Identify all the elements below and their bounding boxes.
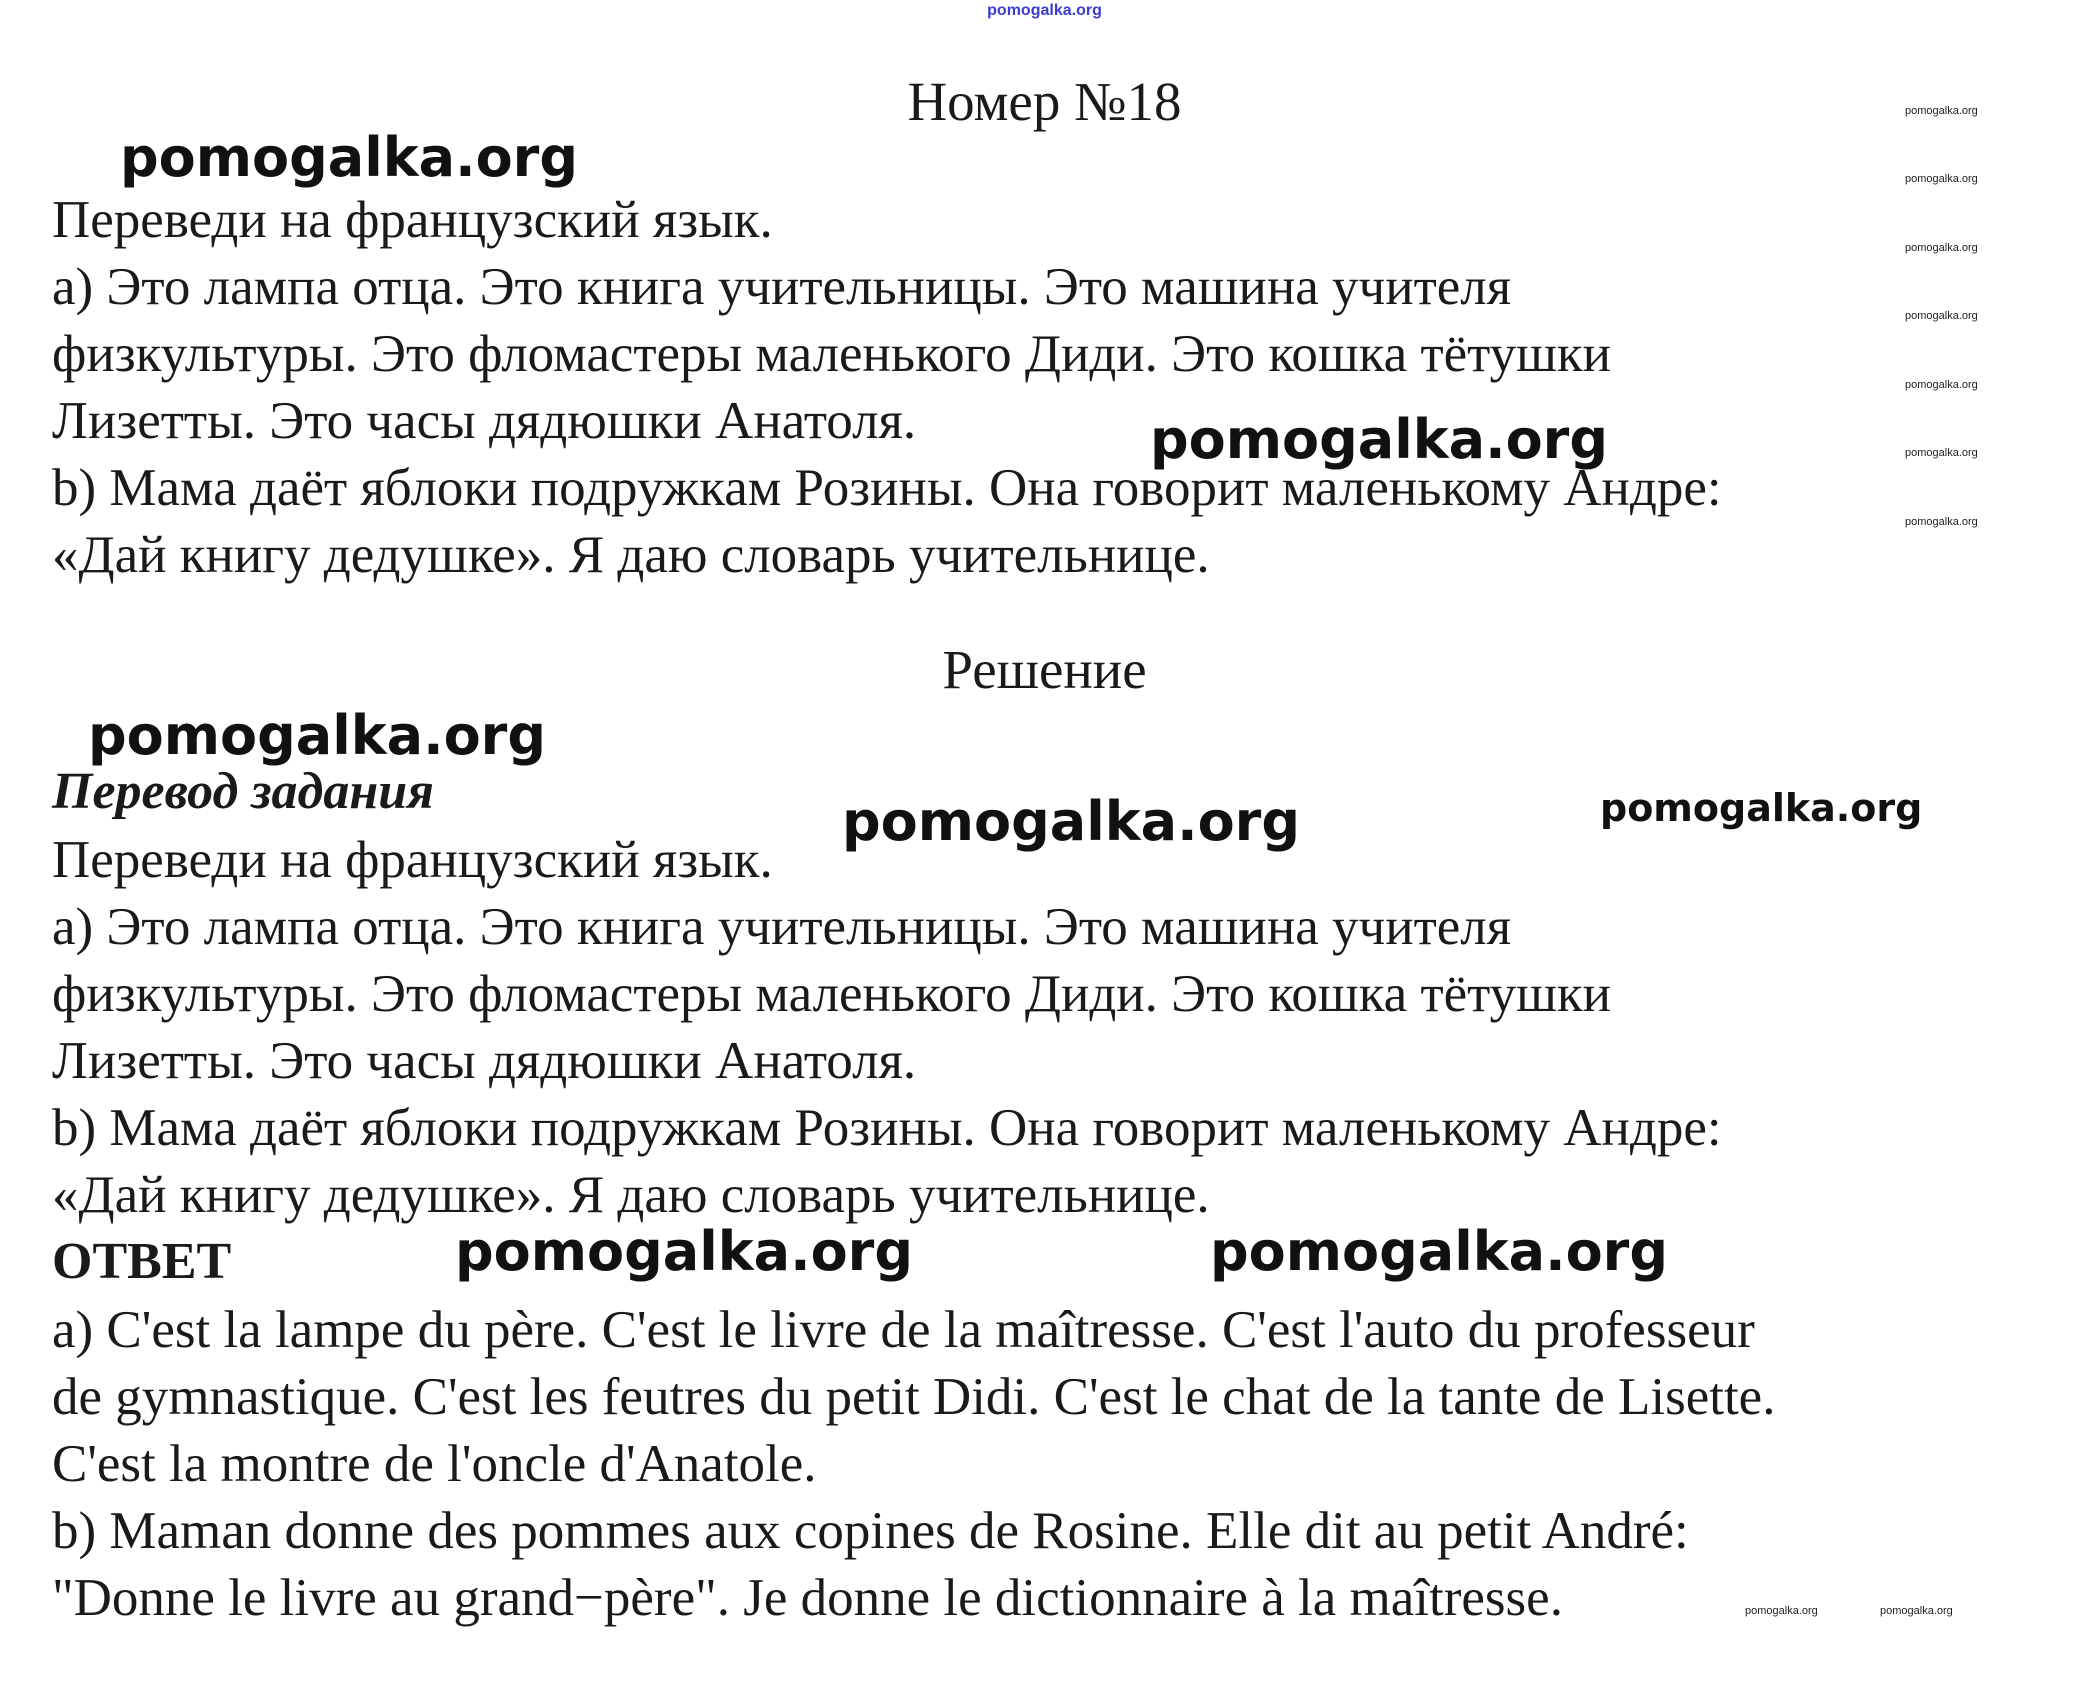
watermark-small: pomogalka.org [1880, 1605, 1953, 1617]
watermark-small: pomogalka.org [1905, 379, 1978, 391]
watermark: pomogalka.org [120, 126, 578, 189]
translation-line: «Дай книгу дедушке». Я даю словарь учительнице. [52, 1166, 1210, 1224]
watermark-small: pomogalka.org [1745, 1605, 1818, 1617]
watermark-top: pomogalka.org [987, 2, 1102, 19]
watermark-small: pomogalka.org [1905, 310, 1978, 322]
watermark-small: pomogalka.org [1905, 173, 1978, 185]
watermark: pomogalka.org [842, 790, 1300, 853]
translation-line: b) Мама даёт яблоки подружкам Розины. Она говорит маленькому Андре: [52, 1099, 1722, 1157]
watermark: pomogalka.org [88, 704, 546, 767]
solution-heading: Решение [942, 639, 1147, 700]
translation-line: Переведи на французский язык. [52, 831, 773, 889]
task-line: Лизетты. Это часы дядюшки Анатоля. [52, 392, 917, 450]
task-line: Переведи на французский язык. [52, 191, 773, 249]
watermark: pomogalka.org [1150, 408, 1608, 471]
watermark-small: pomogalka.org [1905, 242, 1978, 254]
watermark-small: pomogalka.org [1905, 516, 1978, 528]
answer-heading: ОТВЕТ [52, 1233, 232, 1290]
answer-line: "Donne le livre au grand−père". Je donne le dictionnaire à la maîtresse. [52, 1569, 1563, 1627]
task-line: b) Мама даёт яблоки подружкам Розины. Она говорит маленькому Андре: [52, 459, 1722, 517]
watermark: pomogalka.org [1600, 786, 1923, 830]
page-title: Номер №18 [907, 71, 1182, 132]
task-line: физкультуры. Это фломастеры маленького Диди. Это кошка тётушки [52, 325, 1612, 383]
translation-line: физкультуры. Это фломастеры маленького Диди. Это кошка тётушки [52, 965, 1612, 1023]
watermark-small: pomogalka.org [1905, 105, 1978, 117]
translation-line: Лизетты. Это часы дядюшки Анатоля. [52, 1032, 917, 1090]
answer-line: de gymnastique. C'est les feutres du petit Didi. C'est le chat de la tante de Lisette. [52, 1368, 1776, 1426]
task-line: a) Это лампа отца. Это книга учительницы. Это машина учителя [52, 258, 1512, 316]
watermark: pomogalka.org [455, 1220, 913, 1283]
translation-line: a) Это лампа отца. Это книга учительницы. Это машина учителя [52, 898, 1512, 956]
answer-line: C'est la montre de l'oncle d'Anatole. [52, 1435, 817, 1493]
answer-line: b) Maman donne des pommes aux copines de Rosine. Elle dit au petit André: [52, 1502, 1689, 1560]
watermark: pomogalka.org [1210, 1220, 1668, 1283]
task-line: «Дай книгу дедушке». Я даю словарь учительнице. [52, 526, 1210, 584]
translation-heading: Перевод задания [52, 763, 434, 820]
watermark-small: pomogalka.org [1905, 447, 1978, 459]
answer-line: a) C'est la lampe du père. C'est le livre de la maîtresse. C'est l'auto du professeur [52, 1301, 1755, 1359]
